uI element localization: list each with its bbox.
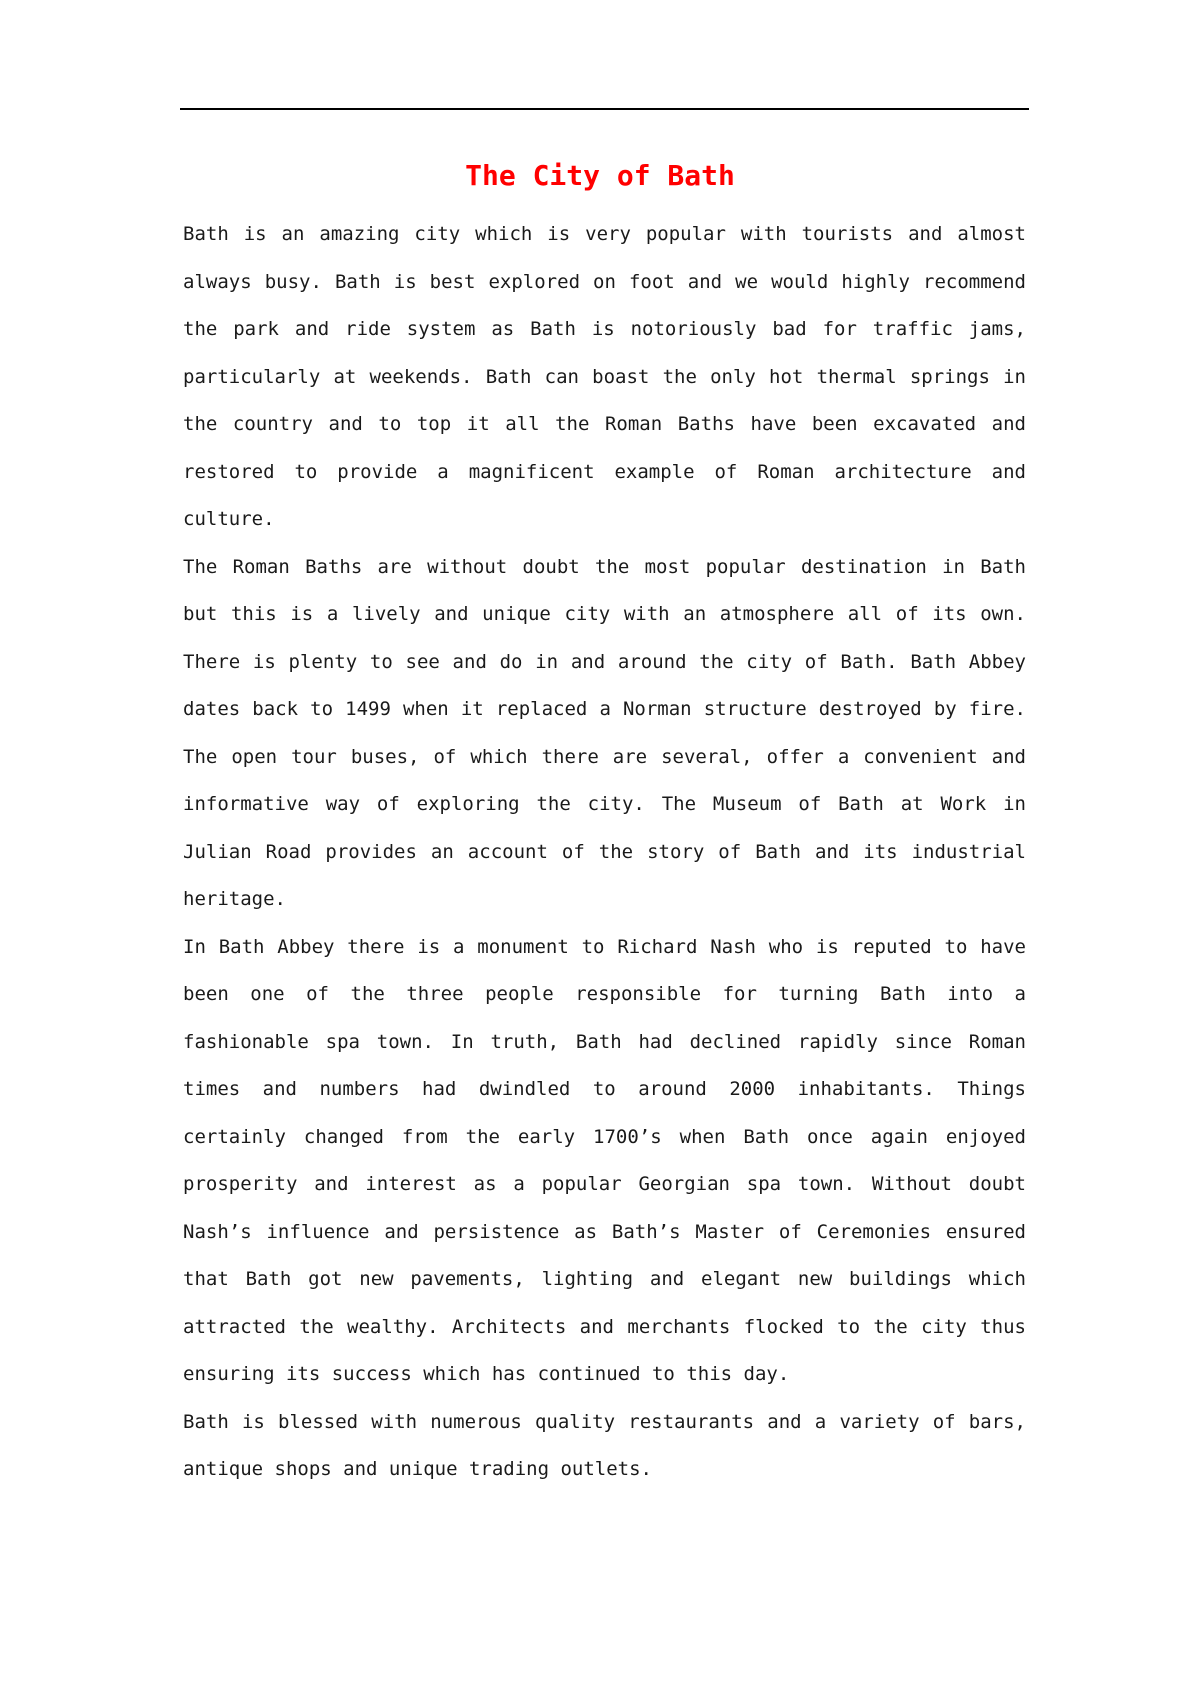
document-body <box>183 211 1026 1494</box>
paragraph: The Roman Baths are without doubt the most popular destination in Bath but this is a lively and unique city with an atmosphere all of its own. There is plenty to see and do in and around the city of Bath. Bath Abbey dates back to 1499 when it replaced a Norman structure destroyed by fire. The open tour buses, of which there are several, offer a convenient and informative way of exploring the city. The Museum of Bath at Work in Julian Road provides an account of the story of Bath and its industrial heritage. <box>183 555 1026 910</box>
paragraph: Bath is an amazing city which is very popular with tourists and almost always busy. Bath is best explored on foot and we would highly recommend the park and ride system as Bath is notoriously bad for traffic jams, particularly at weekends. Bath can boast the only hot thermal springs in the country and to top it all the Roman Baths have been excavated and restored to provide a magnificent example of Roman architecture and culture. <box>183 223 1026 530</box>
paragraph: In Bath Abbey there is a monument to Richard Nash who is reputed to have been one of the three people responsible for turning Bath into a fashionable spa town. In truth, Bath had declined rapidly since Roman times and numbers had dwindled to around 2000 inhabitants. Things certainly changed from the early 1700’s when Bath once again enjoyed prosperity and interest as a popular Georgian spa town. Without doubt Nash’s influence and persistence as Bath’s Master of Ceremonies ensured that Bath got new pavements, lighting and elegant new buildings which attracted the wealthy. Architects and merchants flocked to the city thus ensuring its success which has continued to this day. <box>183 935 1026 1385</box>
document-title: The City of Bath <box>465 159 735 192</box>
paragraph: Bath is blessed with numerous quality restaurants and a variety of bars, antique shops and unique trading outlets. <box>183 1410 1026 1480</box>
header-rule <box>180 108 1029 110</box>
